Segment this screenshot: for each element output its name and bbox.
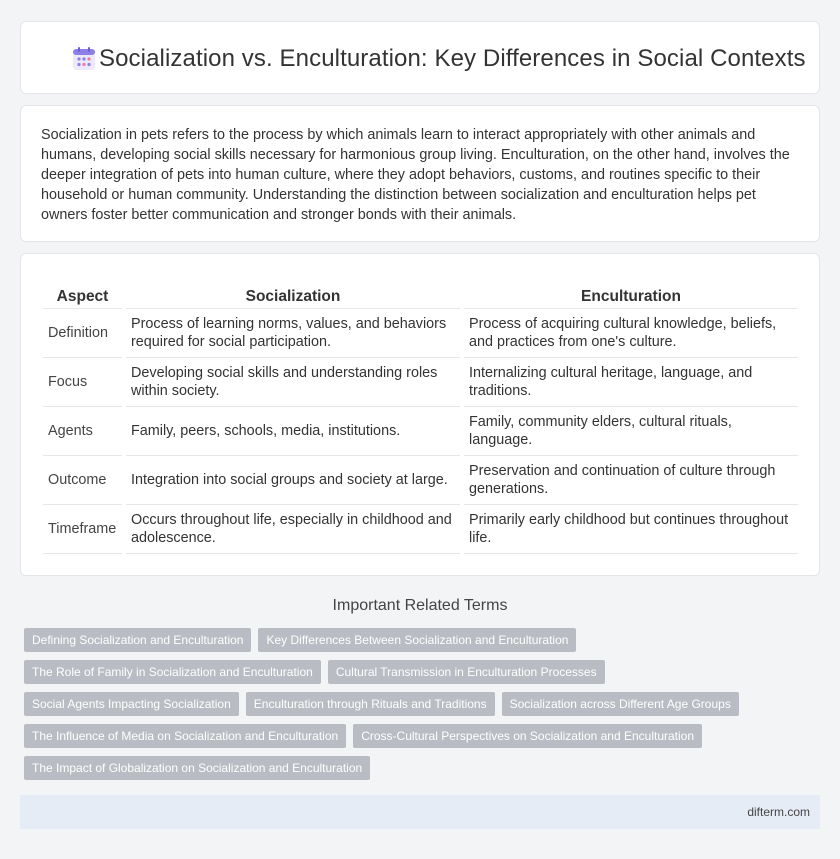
header-enculturation: Enculturation: [464, 284, 798, 309]
related-term-link[interactable]: Defining Socialization and Enculturation: [24, 628, 251, 652]
enculturation-cell: Primarily early childhood but continues throughout life.: [464, 505, 798, 554]
footer: [20, 795, 820, 829]
aspect-cell: Timeframe: [43, 505, 122, 554]
enculturation-cell: Process of acquiring cultural knowledge, beliefs, and practices from one's culture.: [464, 309, 798, 358]
related-term-link[interactable]: Cross-Cultural Perspectives on Socialization and Enculturation: [353, 724, 702, 748]
socialization-cell: Process of learning norms, values, and behaviors required for social participation.: [126, 309, 460, 358]
page-title: Socialization vs. Enculturation: Key Differences in Social Contexts: [99, 45, 806, 72]
table-header-row: [43, 284, 798, 309]
footer-site-link[interactable]: difterm.com: [747, 805, 810, 819]
related-terms-title: Important Related Terms: [332, 597, 508, 614]
aspect-cell: Definition: [43, 309, 122, 358]
enculturation-cell: Internalizing cultural heritage, language, and traditions.: [464, 358, 798, 407]
table-row: [43, 309, 798, 358]
enculturation-cell: Preservation and continuation of culture through generations.: [464, 456, 798, 505]
related-terms-list: [24, 628, 824, 788]
related-term-link[interactable]: The Role of Family in Socialization and Enculturation: [24, 660, 321, 684]
aspect-cell: Focus: [43, 358, 122, 407]
calendar-icon: [71, 46, 97, 72]
header-socialization: Socialization: [126, 284, 460, 309]
socialization-cell: Occurs throughout life, especially in childhood and adolescence.: [126, 505, 460, 554]
socialization-cell: Developing social skills and understanding roles within society.: [126, 358, 460, 407]
table-row: [43, 456, 798, 505]
header-aspect: Aspect: [43, 284, 122, 309]
socialization-cell: Family, peers, schools, media, institutions.: [126, 407, 460, 456]
related-term-link[interactable]: Key Differences Between Socialization and Enculturation: [258, 628, 576, 652]
enculturation-cell: Family, community elders, cultural rituals, language.: [464, 407, 798, 456]
comparison-table: [43, 284, 798, 554]
header-card: [20, 21, 820, 94]
related-term-link[interactable]: Socialization across Different Age Groups: [502, 692, 739, 716]
intro-card: [20, 105, 820, 242]
related-term-link[interactable]: Cultural Transmission in Enculturation Processes: [328, 660, 605, 684]
aspect-cell: Agents: [43, 407, 122, 456]
intro-text: Socialization in pets refers to the process by which animals learn to interact appropriately with other animals and humans, developing social skills necessary for harmonious group living. Enculturation, on the other hand, involves the deeper integration of pets into human culture, where they adopt behaviors, customs, and routines specific to their household or human community. Understanding the distinction between socialization and enculturation helps pet owners foster better communication and stronger bonds with their animals.: [41, 127, 790, 223]
related-term-link[interactable]: The Influence of Media on Socialization and Enculturation: [24, 724, 346, 748]
aspect-cell: Outcome: [43, 456, 122, 505]
comparison-card: [20, 253, 820, 576]
socialization-cell: Integration into social groups and society at large.: [126, 456, 460, 505]
related-term-link[interactable]: Social Agents Impacting Socialization: [24, 692, 239, 716]
related-term-link[interactable]: The Impact of Globalization on Socialization and Enculturation: [24, 756, 370, 780]
table-row: [43, 358, 798, 407]
table-row: [43, 505, 798, 554]
table-row: [43, 407, 798, 456]
related-term-link[interactable]: Enculturation through Rituals and Traditions: [246, 692, 495, 716]
